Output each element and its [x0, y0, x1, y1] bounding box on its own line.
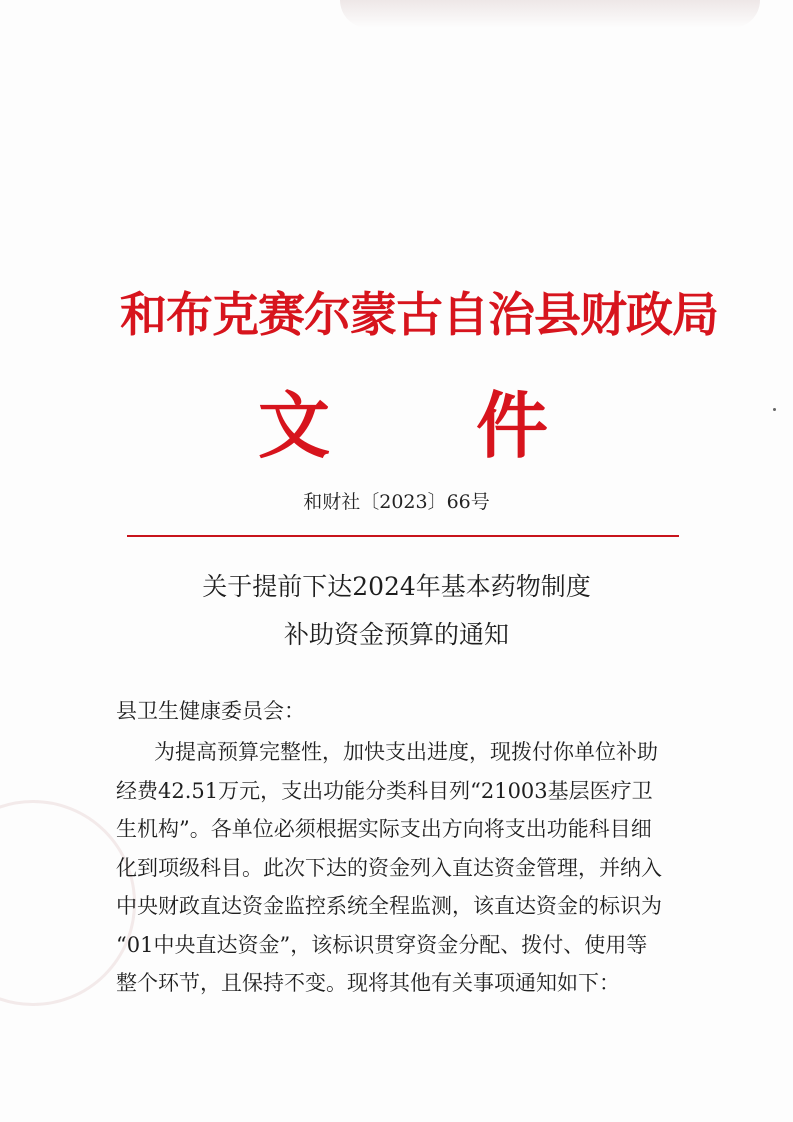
subject-title [0, 563, 793, 659]
doc-type-heading [258, 368, 548, 472]
issuer-title: 和布克赛尔蒙古自治县财政局 [120, 288, 718, 343]
body-line: 中央财政直达资金监控系统全程监测，该直达资金的标识为 [116, 894, 662, 918]
body-line: 化到项级科目。此次下达的资金列入直达资金管理，并纳入 [116, 855, 662, 880]
body-line: 生机构”。各单位必须根据实际支出方向将支出功能科目细 [116, 817, 652, 841]
doc-type-char-1: 文 [258, 383, 331, 468]
red-separator-line [127, 535, 679, 537]
doc-type-char-2: 件 [475, 383, 548, 468]
subject-line: 关于提前下达2024年基本药物制度 [202, 572, 591, 601]
body-paragraph [116, 733, 676, 1003]
addressee: 县卫生健康委员会： [116, 699, 305, 723]
body-line: 经费42.51万元，支出功能分类科目列“21003基层医疗卫 [116, 778, 653, 803]
subject-line: 补助资金预算的通知 [283, 620, 509, 649]
body-line: “01中央直达资金”，该标识贯穿资金分配、拨付、使用等 [116, 932, 648, 957]
scan-artifact [340, 0, 760, 28]
body-line: 整个环节，且保持不变。现将其他有关事项通知如下： [116, 971, 620, 995]
scan-dot [773, 408, 776, 411]
document-number: 和财社〔2023〕66号 [303, 491, 490, 513]
body-line: 为提高预算完整性，加快支出进度，现拨付你单位补助 [154, 740, 658, 764]
